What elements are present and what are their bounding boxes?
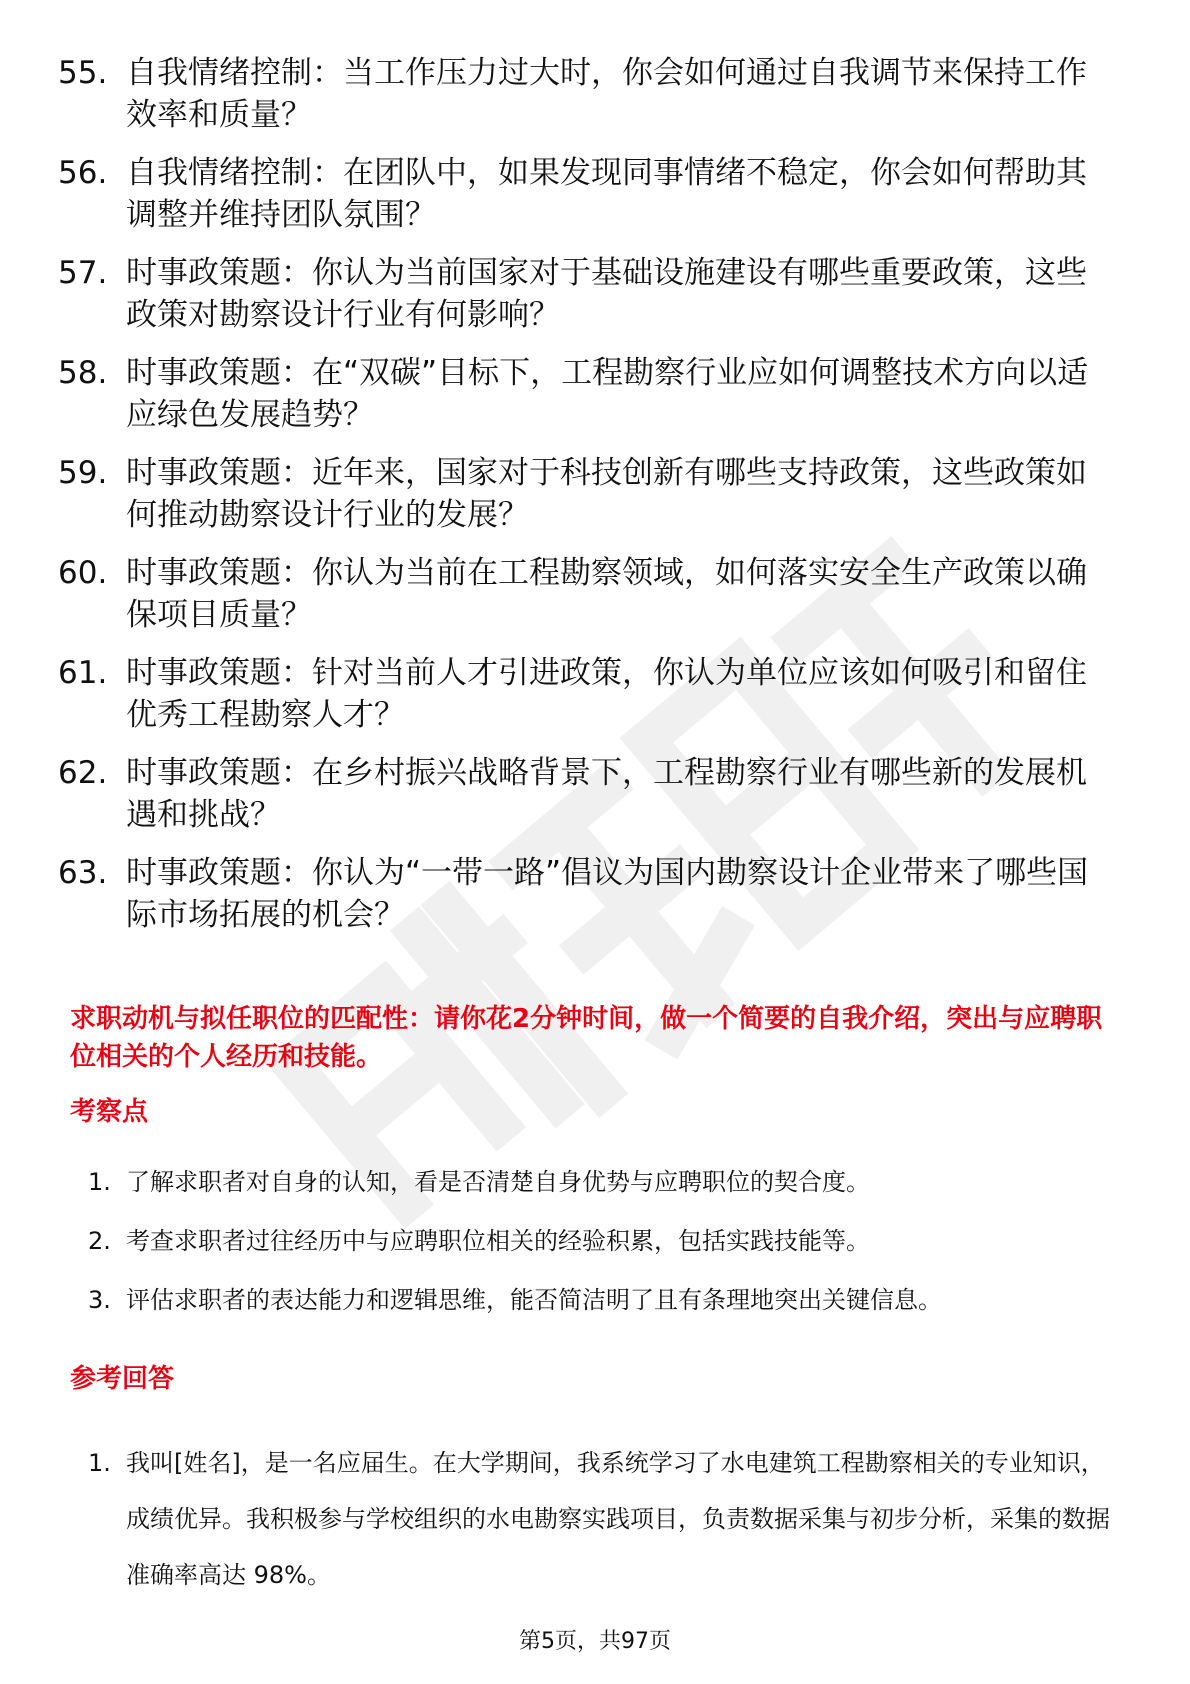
question-text: 时事政策题：在“双碳”目标下，工程勘察行业应如何调整技术方向以适应绿色发展趋势？ — [126, 355, 1089, 433]
question-text: 时事政策题：针对当前人才引进政策，你认为单位应该如何吸引和留住优秀工程勘察人才？ — [126, 655, 1087, 733]
question-item — [58, 552, 1108, 636]
list-text: 评估求职者的表达能力和逻辑思维，能否简洁明了且有条理地突出关键信息。 — [126, 1286, 942, 1314]
exam-points-heading: 考察点 — [70, 1097, 149, 1127]
exam-points-list — [88, 1165, 1118, 1342]
list-text: 我叫[姓名]，是一名应届生。在大学期间，我系统学习了水电建筑工程勘察相关的专业知识，成绩优异。我积极参与学校组织的水电勘察实践项目，负责数据采集与初步分析，采集的数据准确率高达 98%。 — [126, 1449, 1110, 1589]
list-item — [88, 1435, 1118, 1603]
question-text: 时事政策题：在乡村振兴战略背景下，工程勘察行业有哪些新的发展机遇和挑战？ — [126, 755, 1087, 833]
question-list — [58, 52, 1108, 952]
list-text: 考查求职者过往经历中与应聘职位相关的经验积累，包括实践技能等。 — [126, 1227, 870, 1255]
question-item — [58, 452, 1108, 536]
question-item — [58, 252, 1108, 336]
question-item — [58, 652, 1108, 736]
reference-answer-list — [88, 1435, 1118, 1603]
question-item — [58, 52, 1108, 136]
question-number: 60. — [58, 555, 108, 591]
question-item — [58, 352, 1108, 436]
question-text: 时事政策题：近年来，国家对于科技创新有哪些支持政策，这些政策如何推动勘察设计行业的发展？ — [126, 455, 1087, 533]
list-number: 1. — [88, 1168, 111, 1196]
question-item — [58, 852, 1108, 936]
list-item — [88, 1283, 1118, 1317]
question-text: 时事政策题：你认为当前在工程勘察领域，如何落实安全生产政策以确保项目质量？ — [126, 555, 1087, 633]
question-number: 57. — [58, 255, 108, 291]
question-text: 自我情绪控制：当工作压力过大时，你会如何通过自我调节来保持工作效率和质量？ — [126, 55, 1087, 133]
list-item — [88, 1224, 1118, 1258]
question-number: 62. — [58, 755, 108, 791]
question-number: 59. — [58, 455, 108, 491]
question-number: 56. — [58, 155, 108, 191]
question-number: 61. — [58, 655, 108, 691]
section-title: 求职动机与拟任职位的匹配性：请你花2分钟时间，做一个简要的自我介绍，突出与应聘职位相关的个人经历和技能。 — [70, 1004, 1103, 1072]
reference-answer-heading: 参考回答 — [70, 1364, 175, 1394]
question-number: 58. — [58, 355, 108, 391]
question-item — [58, 752, 1108, 836]
question-text: 时事政策题：你认为当前国家对于基础设施建设有哪些重要政策，这些政策对勘察设计行业有何影响？ — [126, 255, 1087, 333]
question-number: 63. — [58, 855, 108, 891]
list-item — [88, 1165, 1118, 1199]
list-text: 了解求职者对自身的认知，看是否清楚自身优势与应聘职位的契合度。 — [126, 1168, 870, 1196]
list-number: 1. — [88, 1449, 111, 1477]
list-number: 2. — [88, 1227, 111, 1255]
question-text: 自我情绪控制：在团队中，如果发现同事情绪不稳定，你会如何帮助其调整并维持团队氛围？ — [126, 155, 1087, 233]
question-item — [58, 152, 1108, 236]
page-number: 第5页，共97页 — [519, 1629, 671, 1654]
question-text: 时事政策题：你认为“一带一路”倡议为国内勘察设计企业带来了哪些国际市场拓展的机会？ — [126, 855, 1089, 933]
question-number: 55. — [58, 55, 108, 91]
list-number: 3. — [88, 1286, 111, 1314]
